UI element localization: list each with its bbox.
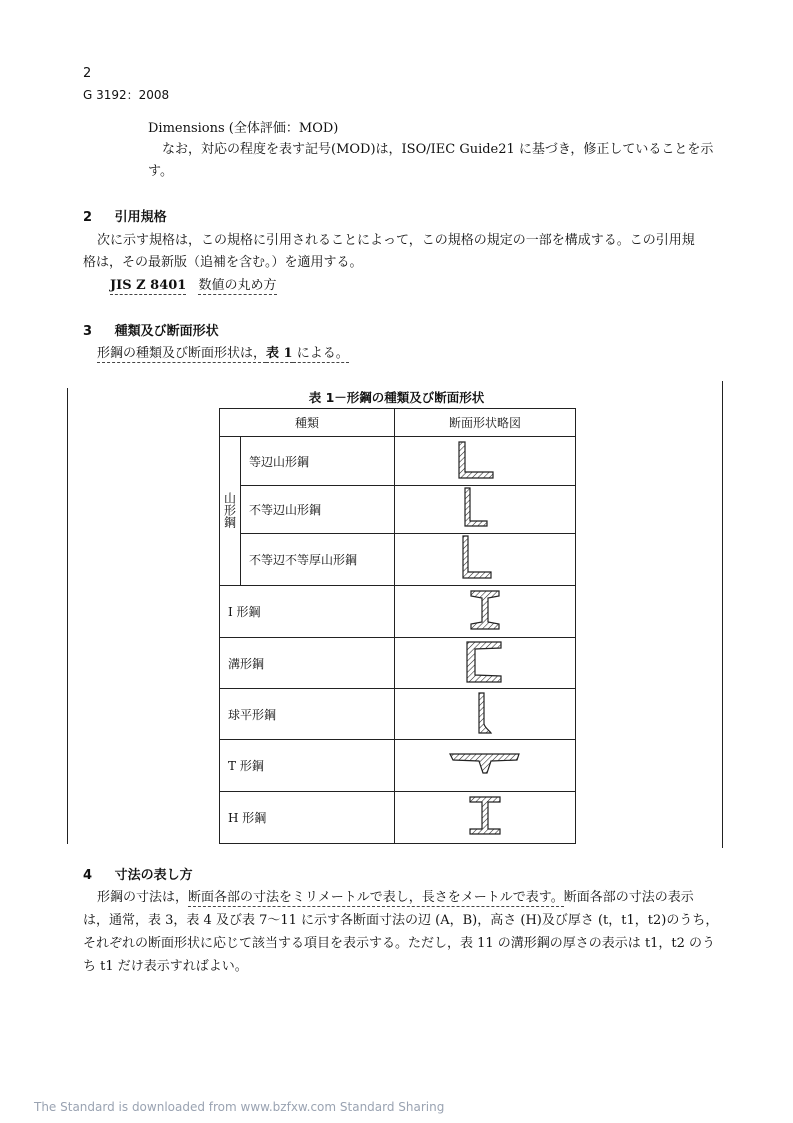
section-number: 2 <box>83 210 93 225</box>
table-row <box>220 740 576 792</box>
section-title: 寸法の表し方 <box>114 868 193 883</box>
group-cell-angles <box>220 437 241 586</box>
shape-cell <box>395 534 576 586</box>
type-name: 溝形鋼 <box>220 638 395 689</box>
ref-title: 数値の丸め方 <box>198 278 277 293</box>
section-4-paragraph <box>97 886 694 905</box>
section-3-paragraph <box>97 342 349 361</box>
table-row <box>220 586 576 638</box>
type-name: 等辺山形鋼 <box>241 437 395 486</box>
type-name: 球平形鋼 <box>220 689 395 740</box>
section-4-paragraph-line2: は，通常，表 3，表 4 及び表 7～11 に示す各断面寸法の辺 (A，B)，高さ (H)及び厚さ (t，t1，t2)のうち， <box>83 913 719 928</box>
section-3-heading <box>83 320 219 339</box>
table-row <box>220 437 576 486</box>
table-1-caption: 表 1－形鋼の種類及び断面形状 <box>308 390 485 405</box>
revision-bar-left <box>67 388 68 844</box>
channel-icon <box>455 639 515 685</box>
shape-cell <box>395 792 576 844</box>
header-shape: 断面形状略図 <box>395 409 576 437</box>
intro-dimensions-line: Dimensions (全体評価：MOD) <box>148 121 339 136</box>
ref-code-link[interactable]: JIS Z 8401 <box>110 278 187 293</box>
type-name: H 形鋼 <box>220 792 395 844</box>
table-row <box>220 638 576 689</box>
table-1 <box>219 408 576 844</box>
table-header-row <box>220 409 576 437</box>
revision-bar-right <box>722 381 723 848</box>
h-beam-icon <box>455 794 515 838</box>
para-text-revised: 断面各部の寸法をミリメートルで表し，長さをメートルで表す。 <box>188 890 564 905</box>
equal-angle-icon <box>455 438 515 482</box>
para-text-end: 断面各部の寸法の表示 <box>563 890 694 905</box>
table-row <box>220 486 576 534</box>
shape-cell <box>395 437 576 486</box>
section-4-paragraph-line3: それぞれの断面形状に応じて該当する項目を表示する。ただし，表 11 の溝形鋼の厚さの表示は t1，t2 のう <box>83 936 716 951</box>
table-row <box>220 689 576 740</box>
unequal-angle-icon <box>455 486 515 530</box>
section-2-heading <box>83 206 167 225</box>
bulb-flat-icon <box>455 690 515 736</box>
section-2-paragraph: 次に示す規格は，この規格に引用されることによって，この規格の規定の一部を構成する。この引用規 <box>97 233 695 248</box>
i-beam-icon <box>455 588 515 632</box>
section-4-heading <box>83 864 193 883</box>
para-text: 形鋼の種類及び断面形状は， <box>97 346 267 361</box>
table-row <box>220 792 576 844</box>
intro-mod-line-end: す。 <box>148 164 173 179</box>
section-number: 4 <box>83 868 93 883</box>
page-number: 2 <box>83 66 92 81</box>
type-name: I 形鋼 <box>220 586 395 638</box>
para-text-end: による。 <box>292 346 349 361</box>
type-name: T 形鋼 <box>220 740 395 792</box>
footer-watermark: The Standard is downloaded from www.bzfxw.com Standard Sharing <box>34 1100 445 1114</box>
shape-cell <box>395 586 576 638</box>
unequal-thickness-angle-icon <box>455 534 515 582</box>
section-4-paragraph-line4: ち t1 だけ表示すればよい。 <box>83 959 248 974</box>
table-ref-link[interactable]: 表 1 <box>266 346 293 361</box>
section-number: 3 <box>83 324 93 339</box>
table-row <box>220 534 576 586</box>
normative-reference <box>110 274 277 293</box>
shape-cell <box>395 638 576 689</box>
intro-mod-line: なお，対応の程度を表す記号(MOD)は，ISO/IEC Guide21 に基づき，修正していることを示 <box>162 142 714 157</box>
type-name: 不等辺山形鋼 <box>241 486 395 534</box>
shape-cell <box>395 689 576 740</box>
shape-cell <box>395 486 576 534</box>
section-title: 種類及び断面形状 <box>114 324 219 339</box>
type-name: 不等辺不等厚山形鋼 <box>241 534 395 586</box>
group-label: 山形鋼 <box>222 491 237 528</box>
t-beam-icon <box>447 749 523 779</box>
para-text: 形鋼の寸法は， <box>97 890 189 905</box>
section-title: 引用規格 <box>114 210 167 225</box>
header-type: 種類 <box>220 409 395 437</box>
shape-cell <box>395 740 576 792</box>
standard-id: G 3192：2008 <box>83 88 170 102</box>
section-2-paragraph-cont: 格は，その最新版（追補を含む。）を適用する。 <box>83 255 363 270</box>
